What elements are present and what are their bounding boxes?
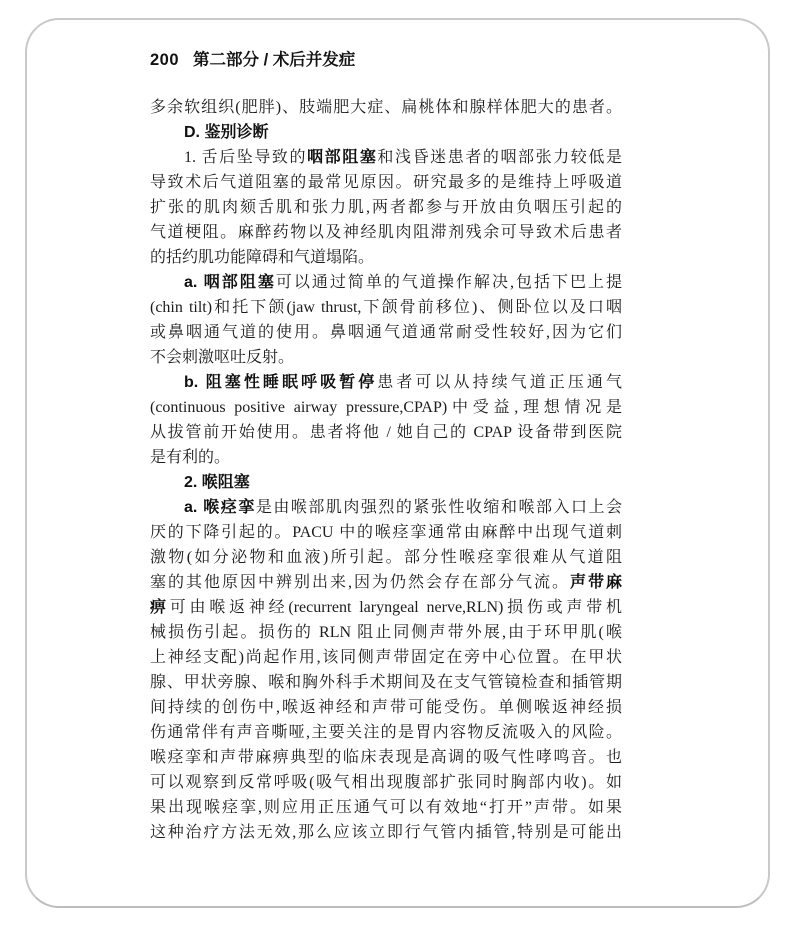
body-text-segment: 患者可以从持续气道正压通气 bbox=[377, 374, 622, 391]
text-line bbox=[150, 445, 622, 470]
emphasis-text: 2. 喉阻塞 bbox=[184, 474, 250, 491]
body-text-segment: 扩张的肌肉颏舌肌和张力肌,两者都参与开放由负咽压引起的 bbox=[150, 199, 622, 216]
emphasis-text: 声带麻 bbox=[569, 574, 622, 591]
text-line bbox=[150, 195, 622, 220]
body-text-segment: 可以通过简单的气道操作解决,包括下巴上提 bbox=[275, 274, 622, 291]
body-text-segment: (chin tilt)和托下颌(jaw thrust,下颌骨前移位)、侧卧位以及口咽 bbox=[150, 299, 622, 316]
body-text-segment: 的括约肌功能障碍和气道塌陷。 bbox=[150, 249, 375, 266]
emphasis-text: 咽部阻塞 bbox=[307, 149, 378, 166]
text-line bbox=[150, 620, 622, 645]
body-text-segment: 导致术后气道阻塞的最常见原因。研究最多的是维持上呼吸道 bbox=[150, 174, 622, 191]
text-line bbox=[150, 820, 622, 845]
body-text-segment: 腺、甲状旁腺、喉和胸外科手术期间及在支气管镜检查和插管期 bbox=[150, 674, 622, 691]
page-header bbox=[150, 50, 355, 70]
body-text bbox=[150, 95, 622, 845]
body-text-segment: 可以观察到反常呼吸(吸气相出现腹部扩张同时胸部内收)。如 bbox=[150, 774, 622, 791]
text-line bbox=[150, 345, 622, 370]
body-text-segment: 和浅昏迷患者的咽部张力较低是 bbox=[377, 149, 622, 166]
body-text-segment: 多余软组织(肥胖)、肢端肥大症、扁桃体和腺样体肥大的患者。 bbox=[150, 99, 622, 116]
text-line bbox=[150, 320, 622, 345]
body-text-segment: 厌的下降引起的。PACU 中的喉痉挛通常由麻醉中出现气道刺 bbox=[150, 524, 622, 541]
text-line bbox=[150, 295, 622, 320]
body-text-segment: 间持续的创伤中,喉返神经和声带可能受伤。单侧喉返神经损 bbox=[150, 699, 622, 716]
emphasis-text: D. 鉴别诊断 bbox=[184, 124, 269, 141]
emphasis-text: a. 喉痉挛 bbox=[184, 499, 256, 516]
body-text-segment: 塞的其他原因中辨别出来,因为仍然会存在部分气流。 bbox=[150, 574, 570, 591]
body-text-segment: 这种治疗方法无效,那么应该立即行气管内插管,特别是可能出 bbox=[150, 824, 622, 841]
running-head-title: 第二部分 / 术后并发症 bbox=[193, 51, 356, 69]
text-line bbox=[150, 170, 622, 195]
text-line bbox=[150, 645, 622, 670]
body-text-segment: 从拔管前开始使用。患者将他 / 她自己的 CPAP 设备带到医院 bbox=[150, 424, 622, 441]
text-line bbox=[150, 520, 622, 545]
text-line bbox=[150, 420, 622, 445]
body-text-segment: 果出现喉痉挛,则应用正压通气可以有效地“打开”声带。如果 bbox=[150, 799, 622, 816]
text-line bbox=[150, 795, 622, 820]
emphasis-text: 痹 bbox=[150, 599, 170, 616]
text-line bbox=[150, 220, 622, 245]
text-line bbox=[150, 120, 622, 145]
body-text-segment: 是由喉部肌肉强烈的紧张性收缩和喉部入口上会 bbox=[255, 499, 622, 516]
text-line bbox=[150, 770, 622, 795]
body-text-segment: 可由喉返神经(recurrent laryngeal nerve,RLN)损伤或声带机 bbox=[169, 599, 622, 616]
text-line bbox=[150, 495, 622, 520]
emphasis-text: b. 阻塞性睡眠呼吸暂停 bbox=[184, 374, 378, 391]
body-text-segment: 械损伤引起。损伤的 RLN 阻止同侧声带外展,由于环甲肌(喉 bbox=[150, 624, 622, 641]
text-line bbox=[150, 595, 622, 620]
text-line bbox=[150, 670, 622, 695]
body-text-segment: 不会刺激呕吐反射。 bbox=[150, 349, 295, 366]
text-line bbox=[150, 545, 622, 570]
text-line bbox=[150, 95, 622, 120]
body-text-segment: 喉痉挛和声带麻痹典型的临床表现是高调的吸气性哮鸣音。也 bbox=[150, 749, 622, 766]
page-number: 200 bbox=[150, 51, 180, 69]
body-text-segment: 是有利的。 bbox=[150, 449, 231, 466]
text-line bbox=[150, 370, 622, 395]
body-text-segment: 1. 舌后坠导致的 bbox=[184, 149, 308, 166]
text-line bbox=[150, 395, 622, 420]
body-text-segment: 上神经支配)尚起作用,该同侧声带固定在旁中心位置。在甲状 bbox=[150, 649, 622, 666]
text-line bbox=[150, 745, 622, 770]
body-text-segment: 伤通常伴有声音嘶哑,主要关注的是胃内容物反流吸入的风险。 bbox=[150, 724, 622, 741]
text-line bbox=[150, 270, 622, 295]
body-text-segment: (continuous positive airway pressure,CPAP)中受益,理想情况是 bbox=[150, 399, 622, 416]
text-line bbox=[150, 245, 622, 270]
emphasis-text: a. 咽部阻塞 bbox=[184, 274, 276, 291]
text-line bbox=[150, 145, 622, 170]
text-line bbox=[150, 570, 622, 595]
text-line bbox=[150, 695, 622, 720]
body-text-segment: 激物(如分泌物和血液)所引起。部分性喉痉挛很难从气道阻 bbox=[150, 549, 622, 566]
text-line bbox=[150, 470, 622, 495]
body-text-segment: 气道梗阻。麻醉药物以及神经肌肉阻滞剂残余可导致术后患者 bbox=[150, 224, 622, 241]
text-line bbox=[150, 720, 622, 745]
body-text-segment: 或鼻咽通气道的使用。鼻咽通气道通常耐受性较好,因为它们 bbox=[150, 324, 622, 341]
